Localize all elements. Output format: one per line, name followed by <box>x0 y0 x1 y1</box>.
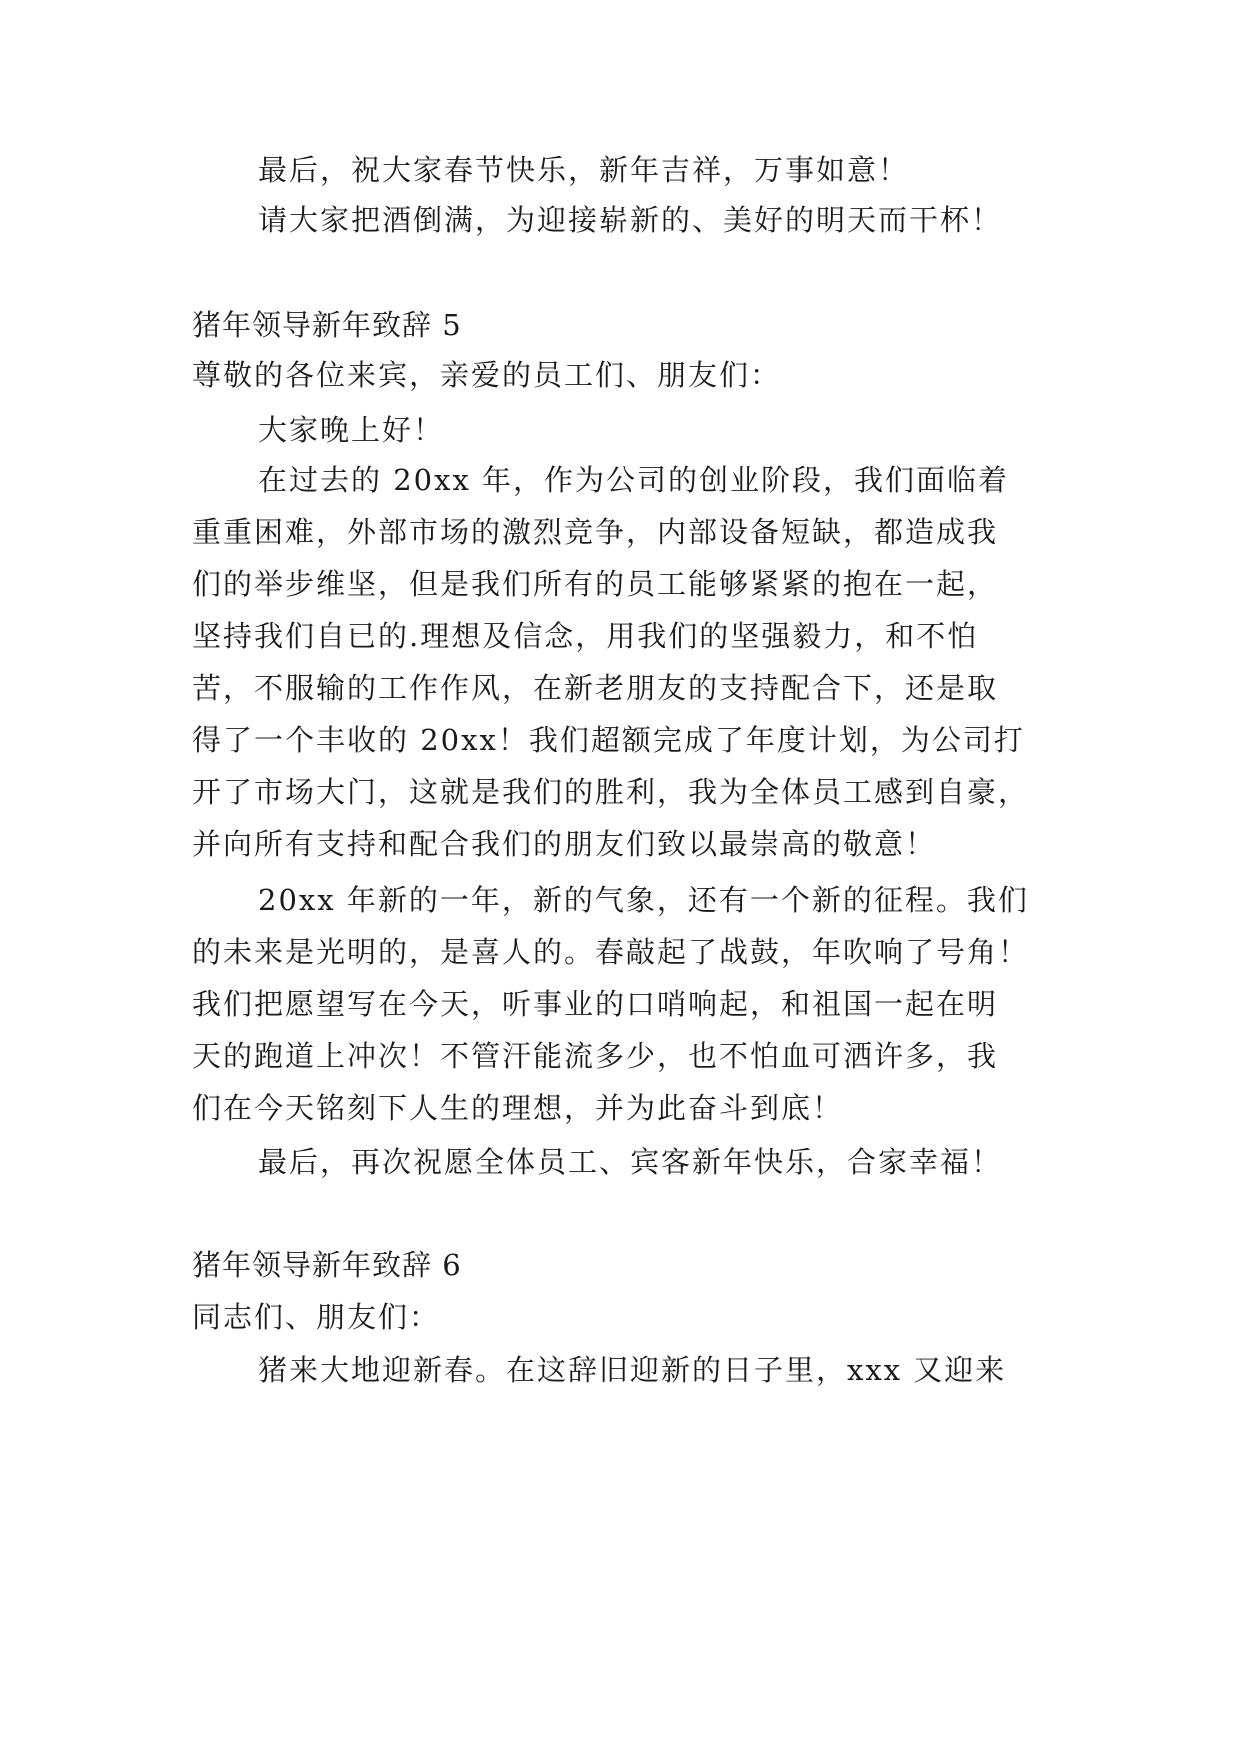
paragraph-line: 天的跑道上冲次！不管汗能流多少，也不怕血可洒许多，我 <box>192 1039 999 1073</box>
section-title-6: 猪年领导新年致辞 6 <box>192 1248 462 1282</box>
paragraph-line: 猪来大地迎新春。在这辞旧迎新的日子里，xxx 又迎来 <box>258 1353 1007 1387</box>
toast-line: 请大家把酒倒满，为迎接崭新的、美好的明天而干杯！ <box>258 203 1003 237</box>
section-title-5: 猪年领导新年致辞 5 <box>192 308 462 342</box>
paragraph-line: 并向所有支持和配合我们的朋友们致以最崇高的敬意！ <box>192 827 937 861</box>
closing-wish-line: 最后，祝大家春节快乐，新年吉祥，万事如意！ <box>258 153 910 187</box>
paragraph-line: 重重困难，外部市场的激烈竞争，内部设备短缺，都造成我 <box>192 515 999 549</box>
paragraph-line: 开了市场大门，这就是我们的胜利，我为全体员工感到自豪， <box>192 775 1030 809</box>
paragraph-line: 们在今天铭刻下人生的理想，并为此奋斗到底！ <box>192 1091 844 1125</box>
paragraph-line: 苦，不服输的工作作风，在新老朋友的支持配合下，还是取 <box>192 671 999 705</box>
closing-line-5: 最后，再次祝愿全体员工、宾客新年快乐，合家幸福！ <box>258 1145 1003 1179</box>
paragraph-line: 们的举步维坚，但是我们所有的员工能够紧紧的抱在一起， <box>192 567 999 601</box>
paragraph-line: 在过去的 20xx 年，作为公司的创业阶段，我们面临着 <box>258 463 1010 497</box>
paragraph-line: 20xx 年新的一年，新的气象，还有一个新的征程。我们 <box>258 883 1029 917</box>
paragraph-line: 的未来是光明的，是喜人的。春敲起了战鼓，年吹响了号角！ <box>192 935 1030 969</box>
salutation-6: 同志们、朋友们： <box>192 1300 441 1334</box>
salutation-5: 尊敬的各位来宾，亲爱的员工们、朋友们： <box>192 358 782 392</box>
paragraph-line: 得了一个丰收的 20xx！我们超额完成了年度计划，为公司打 <box>192 723 1025 757</box>
greeting-5: 大家晚上好！ <box>258 413 445 447</box>
paragraph-line: 坚持我们自已的.理想及信念，用我们的坚强毅力，和不怕 <box>192 619 979 653</box>
paragraph-line: 我们把愿望写在今天，听事业的口哨响起，和祖国一起在明 <box>192 987 999 1021</box>
